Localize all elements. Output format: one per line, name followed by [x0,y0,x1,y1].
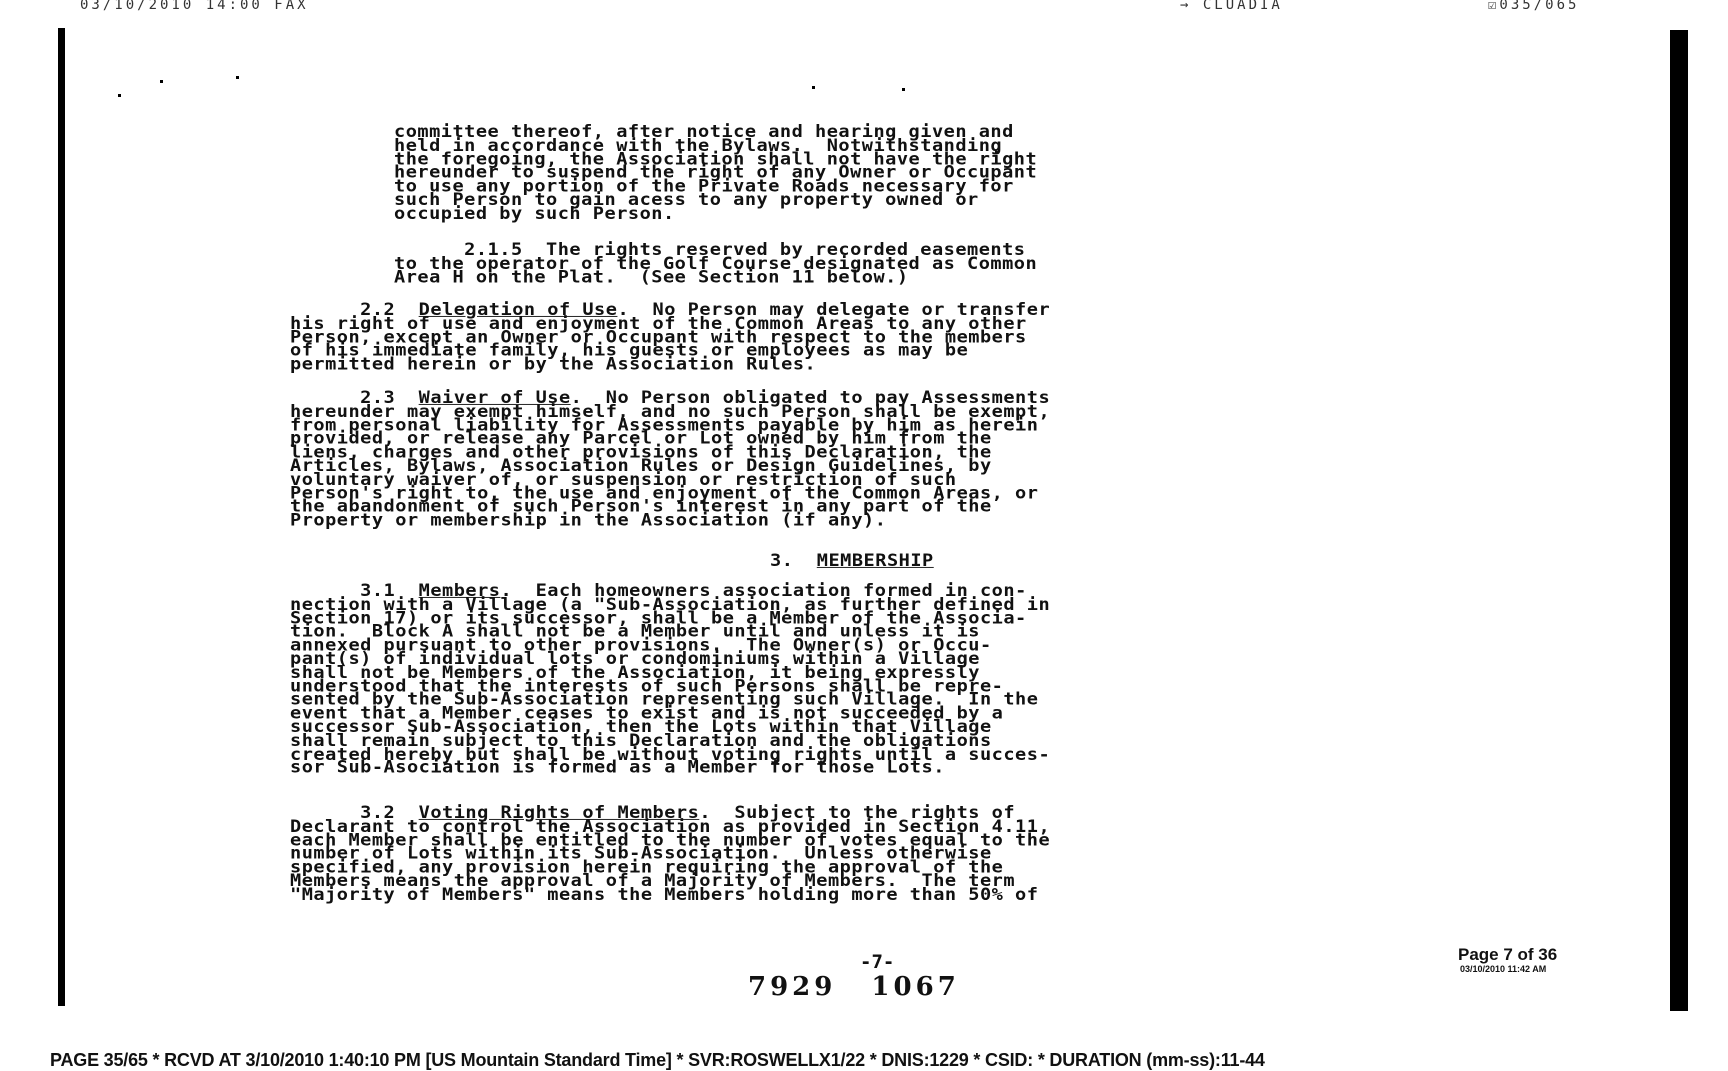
scan-speck [902,88,905,91]
fax-header [0,0,1728,14]
section-2-3-title: Waiver of Use [418,388,571,408]
scan-speck [160,80,163,83]
page-stamp-timestamp: 03/10/2010 11:42 AM [1460,964,1547,974]
page-stamp: Page 7 of 36 [1458,945,1558,964]
scan-speck [236,76,239,79]
scan-speck [118,94,121,97]
section-2-3-text: . No Person obligated to pay Assessments hereunder may exempt himself, and no such Person shall be exempt, from personal liability for Assessments payable by him as herein provided, or release any Parcel or Lot owned by him from the liens, charges and other provisions of this Declaration, the Articles, Bylaws, Association Rules or Design Guidelines, by voluntary waiver of, or suspension or restriction of such Person's right to, the use and enjoyment of the Common Areas, or the abandonment of such Person's interest in any part of the Property or membership in the Association (if any). [290,388,1051,531]
scan-speck [812,86,815,89]
document-body [290,122,1530,925]
section-2-3 [290,388,1530,531]
scan-edge-right [1670,30,1688,1011]
section-3-2-text: . Subject to the rights of Declarant to control the Association as provided in Section 4.11, each Member shall be entitled to the number of votes equal to the number of Lots within its Sub-Association. Unless otherwise specified, any provision herein requiring the approval of the Members means the approval of a Majority of Members. The term "Majority of Members" means the Members holding more than 50% of [290,802,1051,904]
section-3-2-title: Voting Rights of Members [418,802,700,823]
fax-page-counter: ☑035/065 [1488,0,1580,13]
section-3-1-number: 3.1 [290,581,419,601]
section-2-2-text: . No Person may delegate or transfer his right of use and enjoyment of the Common Areas to any other Person, except an Owner or Occupant with respect to the members of his immediate family, his guests or employees as may be permitted herein or by the Association Rules. [290,299,1051,374]
document-number: 7929 1067 [748,972,960,1002]
page-number: -7- [860,951,895,973]
section-2-2-number: 2.2 [290,299,419,320]
paragraph-suspension: committee thereof, after notice and hearing given and held in accordance with the Bylaws. Notwithstanding the foregoing, the Association shall not have the right hereunder to suspend the right of any Owner or Occupant to use any portion of the Private Roads necessary for such Person to gain acess to any property owned or occupied by such Person. [394,122,1038,224]
paragraph-2-1-5: 2.1.5 The rights reserved by recorded easements to the operator of the Golf Course designated as Common Area H on the Plat. (See Section 11 below.) [394,240,1038,288]
article-3-number: 3. [770,551,817,571]
section-3-1 [290,581,1530,778]
section-2-3-number: 2.3 [290,388,419,408]
section-2-2 [290,299,1530,374]
fax-datetime: 03/10/2010 14:00 FAX [80,0,309,13]
fax-footer: PAGE 35/65 * RCVD AT 3/10/2010 1:40:10 PM [US Mountain Standard Time] * SVR:ROSWELLX1/22 * DNIS:1229 * CSID: * DURATION (mm-ss):11-44 [50,1050,1265,1070]
fax-recipient: → CLUADIA [1180,0,1283,13]
section-2-2-title: Delegation of Use [418,299,618,320]
section-3-2-number: 3.2 [290,802,419,823]
section-3-1-text: . Each homeowners association formed in con- nection with a Village (a "Sub-Association, as further defined in Section 17) or its successor, shall be a Member of the Associa- tion. Block A shall not be a Member until and unless it is annexed pursuant to other provisions. The Owner(s) or Occu- pant(s) of individual lots or condominiums within a Village shall not be Members of the Association, it being expressly understood that the interests of such Persons shall be repre- sented by the Sub-Association representing such Village. In the event that a Member ceases to exist and is not succeeded by a successor Sub-Association, then the Lots within that Village shall remain subject to this Declaration and the obligations created hereby but shall be without voting rights until a succes- sor Sub-Asociation is formed as a Member for those Lots. [290,581,1051,778]
scan-edge-left [58,28,65,1006]
article-3-title: MEMBERSHIP [816,551,934,571]
article-3-heading [770,551,1530,571]
section-3-2 [290,802,1530,904]
section-3-1-title: Members [418,581,501,601]
